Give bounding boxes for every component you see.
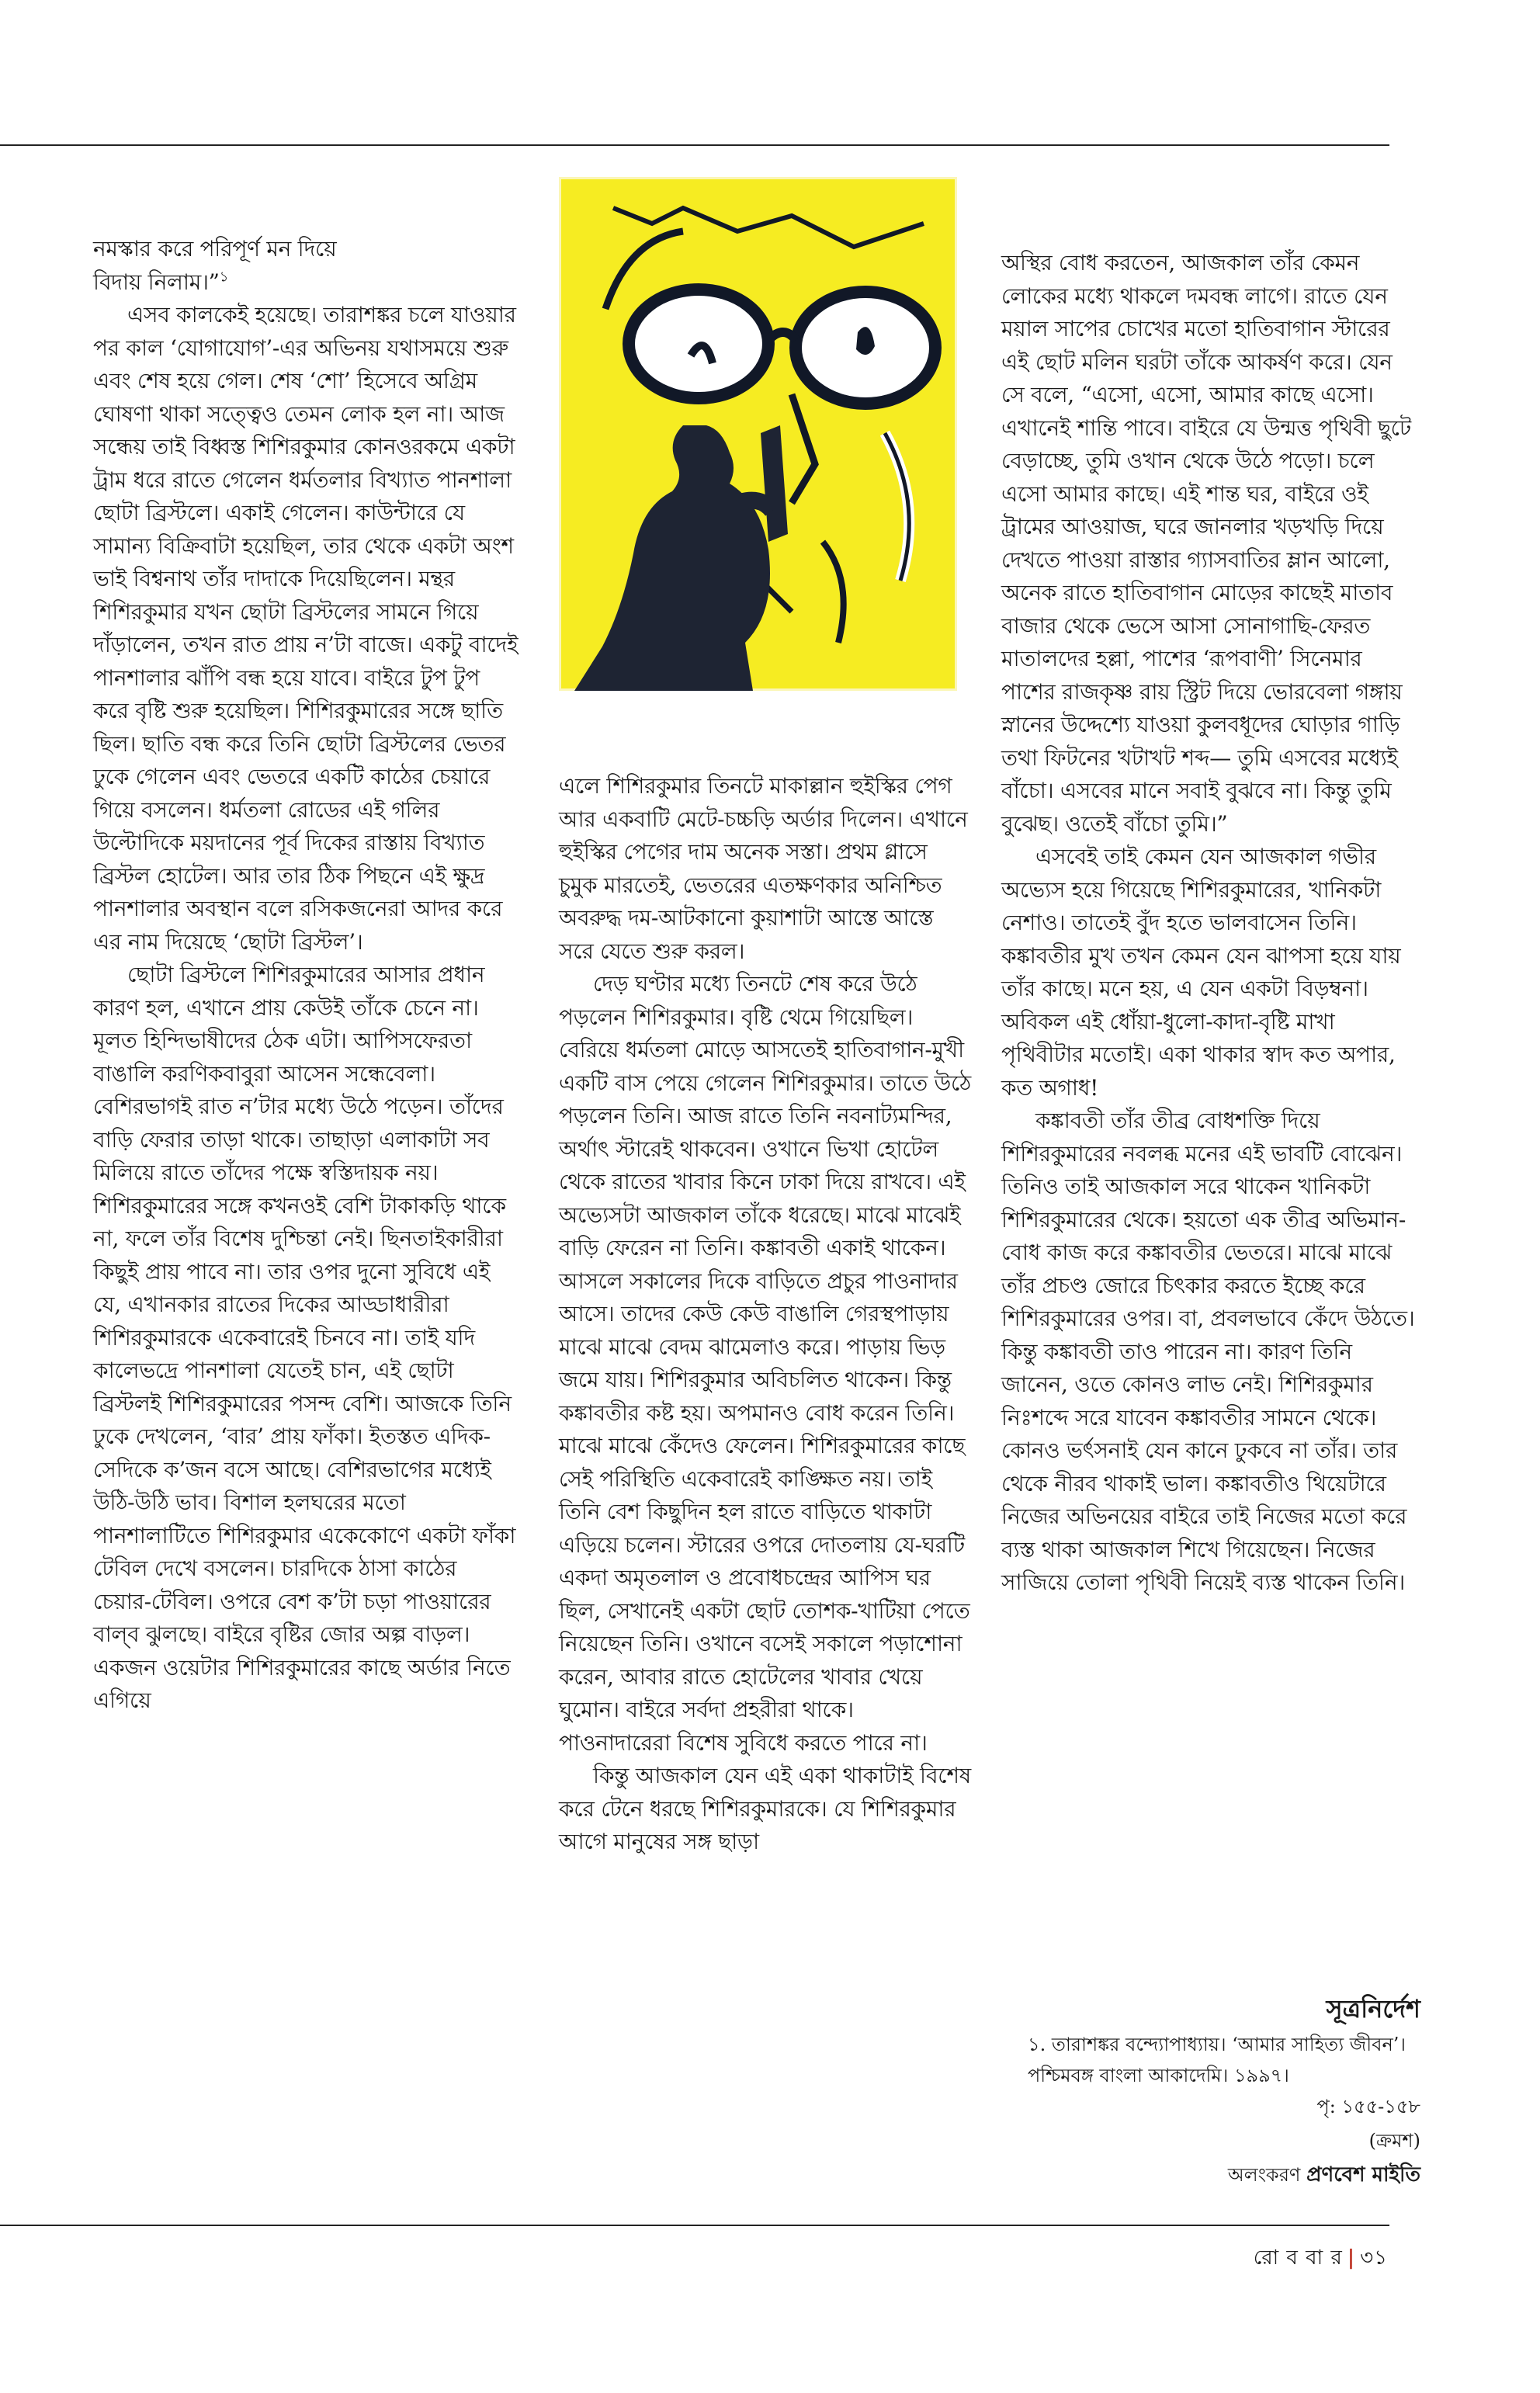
text-column-2 <box>559 770 972 1859</box>
paragraph: অস্থির বোধ করতেন, আজকাল তাঁর কেমন লোকের মধ্যে থাকলে দমবন্ধ লাগে। রাতে যেন ময়াল সাপের চোখের মতো হাতিবাগান স্টারের এই ছোট মলিন ঘরটা তাঁকে আকর্ষণ করে। যেন সে বলে, “এসো, এসো, আমার কাছে এসো। এখানেই শান্তি পাবে। বাইরে যে উন্মত্ত পৃথিবী ছুটে বেড়াচ্ছে, তুমি ওখান থেকে উঠে পড়ো। চলে এসো আমার কাছে। এই শান্ত ঘর, বাইরে ওই ট্রামের আওয়াজ, ঘরে জানলার খড়খড়ি দিয়ে দেখতে পাওয়া রাস্তার গ্যাসবাতির ম্লান আলো, অনেক রাতে হাতিবাগান মোড়ের কাছেই মাতাব বাজার থেকে ভেসে আসা সোনাগাছি-ফেরত মাতালদের হল্লা, পাশের ‘রূপবাণী’ সিনেমার পাশের রাজকৃষ্ণ রায় স্ট্রিট দিয়ে ভোরবেলা গঙ্গায় স্নানের উদ্দেশ্যে যাওয়া কুলবধূদের ঘোড়ার গাড়ি তথা ফিটনের খটাখট শব্দ— তুমি এসবের মধ্যেই বাঁচো। এসবের মানে সবাই বুঝবে না। কিন্তু তুমি বুঝেছ। ওতেই বাঁচো তুমি।” <box>1001 250 1411 837</box>
page-footer <box>1254 2242 1388 2276</box>
paragraph: কিন্তু আজকাল যেন এই একা থাকাটাই বিশেষ করে টেনে ধরছে শিশিরকুমারকে। যে শিশিরকুমার আগে মানুষের সঙ্গ ছাড়া <box>559 1763 971 1854</box>
text-column-1 <box>93 233 520 1718</box>
paragraph: কঙ্কাবতী তাঁর তীব্র বোধশক্তি দিয়ে শিশিরকুমারের নবলব্ধ মনের এই ভাবটি বোঝেন। তিনিও তাই আজকাল সরে থাকেন খানিকটা শিশিরকুমারের থেকে। হয়তো এক তীব্র অভিমান-বোধ কাজ করে কঙ্কাবতীর ভেতরে। মাঝে মাঝে তাঁর প্রচণ্ড জোরে চিৎকার করতে ইচ্ছে করে শিশিরকুমারের ওপর। বা, প্রবলভাবে কেঁদে উঠতে। কিন্তু কঙ্কাবতী তাও পারেন না। কারণ তিনি জানেন, ওতে কোনও লাভ নেই। শিশিরকুমার নিঃশব্দে সরে যাবেন কঙ্কাবতীর সামনে থেকে। কোনও ভর্ৎসনাই যেন কানে ঢুকবে না তাঁর। তার থেকে নীরব থাকাই ভাল। কঙ্কাবতীও থিয়েটারে নিজের অভিনয়ের বাইরে তাই নিজের মতো করে ব্যস্ত থাকা আজকাল শিখে গিয়েছেন। নিজের সাজিয়ে তোলা পৃথিবী নিয়েই ব্যস্ত থাকেন তিনি। <box>1001 1108 1415 1595</box>
paragraph: নমস্কার করে পরিপূর্ণ মন দিয়ে <box>93 236 337 262</box>
paragraph: ছোটা ব্রিস্টলে শিশিরকুমারের আসার প্রধান কারণ হল, এখানে প্রায় কেউই তাঁকে চেনে না। মূলত হিন্দিভাষীদের ঠেক এটা। আপিসফেরতা বাঙালি করণিকবাবুরা আসেন সন্ধেবেলা। বেশিরভাগই রাত ন’টার মধ্যে উঠে পড়েন। তাঁদের বাড়ি ফেরার তাড়া থাকে। তাছাড়া এলাকাটা সব মিলিয়ে রাতে তাঁদের পক্ষে স্বস্তিদায়ক নয়। শিশিরকুমারের সঙ্গে কখনওই বেশি টাকাকড়ি থাকে না, ফলে তাঁর বিশেষ দুশ্চিন্তা নেই। ছিনতাইকারীরা কিছুই প্রায় পাবে না। তার ওপর দুনো সুবিধে এই যে, এখানকার রাতের দিকের আড্ডাধারীরা শিশিরকুমারকে একেবারেই চিনবে না। তাই যদি কালেভদ্রে পানশালা যেতেই চান, এই ছোটা ব্রিস্টলই শিশিরকুমারের পসন্দ বেশি। আজকে তিনি ঢুকে দেখলেন, ‘বার’ প্রায় ফাঁকা। ইতস্তত এদিক-সেদিকে ক’জন বসে আছে। বেশিরভাগের মধ্যেই উঠি-উঠি ভাব। বিশাল হলঘরের মতো পানশালাটিতে শিশিরকুমার একেকোণে একটা ফাঁকা টেবিল দেখে বসলেন। চারদিকে ঠাসা কাঠের চেয়ার-টেবিল। ওপরে বেশ ক’টা চড়া পাওয়ারের বাল্‌ব ঝুলছে। বাইরে বৃষ্টির জোর অল্প বাড়ল। একজন ওয়েটার শিশিরকুমারের কাছে অর্ডার নিতে এগিয়ে <box>93 962 516 1713</box>
magazine-name: রো ব বা র <box>1253 2246 1343 2270</box>
footnote-marker: ১ <box>219 269 229 286</box>
bottom-rule <box>0 2225 1389 2226</box>
paragraph: এলে শিশিরকুমার তিনটে মাকাল্লান হুইস্কির পেগ আর একবাটি মেটে-চচ্চড়ি অর্ডার দিলেন। এখানে হুইস্কির পেগের দাম অনেক সস্তা। প্রথম গ্লাসে চুমুক মারতেই, ভেতরের এতক্ষণকার অনিশ্চিত অবরুদ্ধ দম-আটকানো কুয়াশাটা আস্তে আস্তে সরে যেতে শুরু করল। <box>559 773 968 964</box>
illustration <box>559 177 957 691</box>
paragraph: এসবেই তাই কেমন যেন আজকাল গভীর অভ্যেস হয়ে গিয়েছে শিশিরকুমারের, খানিকটা নেশাও। তাতেই বুঁদ হতে ভালবাসেন তিনি। কঙ্কাবতীর মুখ তখন কেমন যেন ঝাপসা হয়ে যায় তাঁর কাছে। মনে হয়, এ যেন একটা বিড়ম্বনা। অবিকল এই ধোঁয়া-ধুলো-কাদা-বৃষ্টি মাখা পৃথিবীটার মতোই। একা থাকার স্বাদ কত অপার, কত অগাধ! <box>1001 844 1401 1101</box>
credit-name: প্রণবেশ মাইতি <box>1306 2163 1420 2187</box>
references-heading: সূত্রনির্দেশ <box>1326 1994 1420 2024</box>
page-number: ৩১ <box>1360 2246 1388 2270</box>
continued-label: (ক্রমশ) <box>1368 2130 1420 2152</box>
credit-label: অলংকরণ <box>1227 2164 1301 2186</box>
silhouette-figure-and-spectacled-face-icon <box>559 177 957 691</box>
illustration-credit <box>1001 2159 1420 2190</box>
paragraph: এসব কালকেই হয়েছে। তারাশঙ্কর চলে যাওয়ার পর কাল ‘যোগাযোগ’-এর অভিনয় যথাসময়ে শুরু এবং শেষ হয়ে গেল। শেষ ‘শো’ হিসেবে অগ্রিম ঘোষণা থাকা সত্ত্বেও তেমন লোক হল না। আজ সন্ধেয় তাই বিধ্বস্ত শিশিরকুমার কোনওরকমে একটা ট্রাম ধরে রাতে গেলেন ধর্মতলার বিখ্যাত পানশালা ছোটা ব্রিস্টলে। একাই গেলেন। কাউন্টারে যে সামান্য বিক্রিবাটা হয়েছিল, তার থেকে একটা অংশ ভাই বিশ্বনাথ তাঁর দাদাকে দিয়েছিলেন। মন্থর শিশিরকুমার যখন ছোটা ব্রিস্টলের সামনে গিয়ে দাঁড়ালেন, তখন রাত প্রায় ন’টা বাজে। একটু বাদেই পানশালার ঝাঁপি বন্ধ হয়ে যাবে। বাইরে টুপ টুপ করে বৃষ্টি শুরু হয়েছিল। শিশিরকুমারের সঙ্গে ছাতি ছিল। ছাতি বন্ধ করে তিনি ছোটা ব্রিস্টলের ভেতর ঢুকে গেলেন এবং ভেতরে একটি কাঠের চেয়ারে গিয়ে বসলেন। ধর্মতলা রোডের এই গলির উল্টোদিকে ময়দানের পূর্ব দিকের রাস্তায় বিখ্যাত ব্রিস্টল হোটেল। আর তার ঠিক পিছনে এই ক্ষুদ্র পানশালার অবস্থান বলে রসিকজনেরা আদর করে এর নাম দিয়েছে ‘ছোটা ব্রিস্টল’। <box>93 302 519 955</box>
top-rule <box>0 144 1389 146</box>
text-column-3 <box>1001 247 1420 1600</box>
references-section <box>1001 1993 1420 2190</box>
paragraph: বিদায় নিলাম।”$^১$ <box>93 269 229 295</box>
paragraph: দেড় ঘণ্টার মধ্যে তিনটে শেষ করে উঠে পড়লেন শিশিরকুমার। বৃষ্টি থেমে গিয়েছিল। বেরিয়ে ধর্মতলা মোড়ে আসতেই হাতিবাগান-মুখী একটি বাস পেয়ে গেলেন শিশিরকুমার। তাতে উঠে পড়লেন তিনি। আজ রাতে তিনি নবনাট্যমন্দির, অর্থাৎ স্টারেই থাকবেন। ওখানে ভিখা হোটেল থেকে রাতের খাবার কিনে ঢাকা দিয়ে রাখবে। এই অভ্যেসটা আজকাল তাঁকে ধরেছে। মাঝে মাঝেই বাড়ি ফেরেন না তিনি। কঙ্কাবতী একাই থাকেন। আসলে সকালের দিকে বাড়িতে প্রচুর পাওনাদার আসে। তাদের কেউ কেউ বাঙালি গেরস্থপাড়ায় মাঝে মাঝে বেদম ঝামেলাও করে। পাড়ায় ভিড় জমে যায়। শিশিরকুমার অবিচলিত থাকেন। কিন্তু কঙ্কাবতীর কষ্ট হয়। অপমানও বোধ করেন তিনি। মাঝে মাঝে কেঁদেও ফেলেন। শিশিরকুমারের কাছে সেই পরিস্থিতি একেবারেই কাঙ্ক্ষিত নয়। তাই তিনি বেশ কিছুদিন হল রাতে বাড়িতে থাকাটা এড়িয়ে চলেন। স্টারের ওপরে দোতলায় যে-ঘরটি একদা অমৃতলাল ও প্রবোধচন্দ্রের আপিস ঘর ছিল, সেখানেই একটা ছোট তোশক-খাটিয়া পেতে নিয়েছেন তিনি। ওখানে বসেই সকালে পড়াশোনা করেন, আবার রাতে হোটেলের খাবার খেয়ে ঘুমোন। বাইরে সর্বদা প্রহরীরা থাকে। পাওনাদারেরা বিশেষ সুবিধে করতে পারে না। <box>559 971 971 1756</box>
reference-pages: পৃ: ১৫৫-১৫৮ <box>1316 2096 1420 2117</box>
footer-separator: | <box>1347 2246 1356 2270</box>
reference-entry: ১. তারাশঙ্কর বন্দ্যোপাধ্যায়। ‘আমার সাহিত্য জীবন’। পশ্চিমবঙ্গ বাংলা আকাদেমি। ১৯৯৭। <box>1028 2034 1406 2086</box>
